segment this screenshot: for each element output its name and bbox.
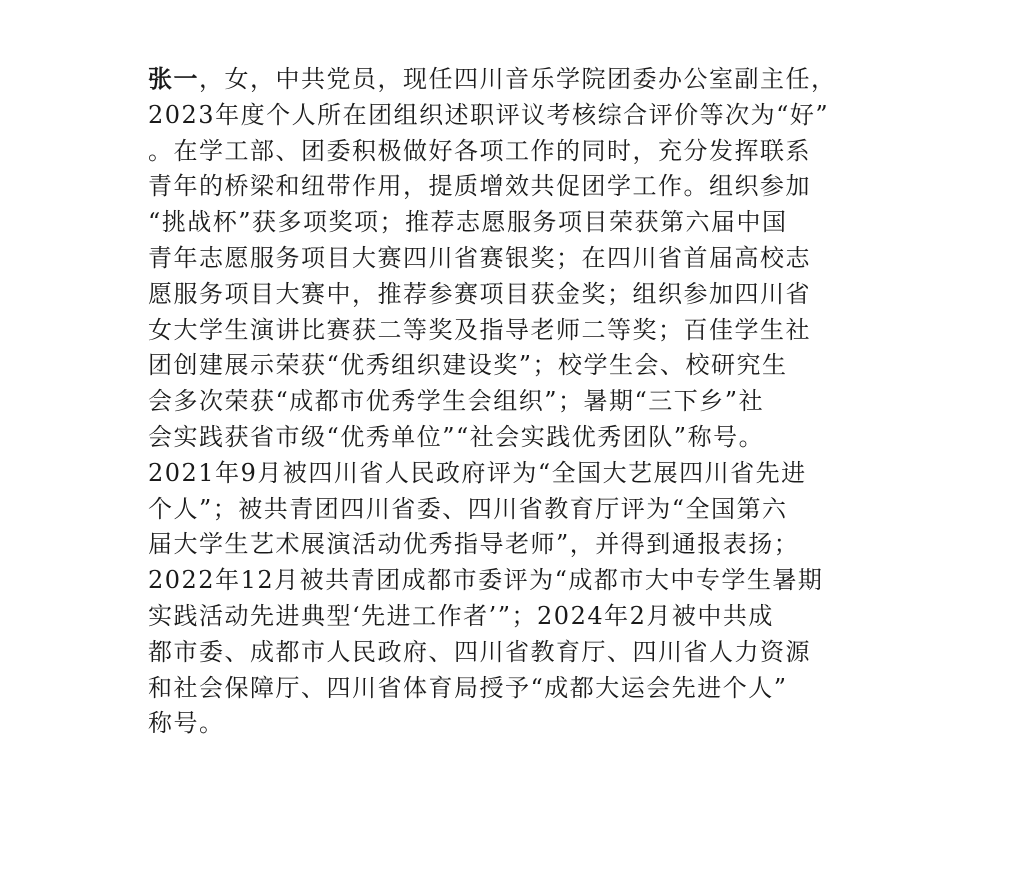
bio-paragraph [148, 62, 908, 742]
bio-line: 团创建展示荣获“优秀组织建设奖”；校学生会、校研究生 [148, 351, 788, 380]
bio-line: 会实践获省市级“优秀单位”“社会实践优秀团队”称号。 [148, 422, 765, 451]
bio-line: 届大学生艺术展演活动优秀指导老师”，并得到通报表扬； [148, 530, 800, 559]
bio-line: 和社会保障厅、四川省体育局授予“成都大运会先进个人” [148, 673, 788, 702]
bio-line: 2023年度个人所在团组织述职评议考核综合评价等次为“好” [148, 100, 830, 129]
bio-line: 2022年12月被共青团成都市委评为“成都市大中专学生暑期 [148, 566, 824, 595]
bio-line: 称号。 [148, 709, 225, 738]
bio-line: 愿服务项目大赛中，推荐参赛项目获金奖；组织参加四川省 [148, 279, 811, 308]
bio-line: 青年志愿服务项目大赛四川省赛银奖；在四川省首届高校志 [148, 243, 811, 272]
bio-line: 实践活动先进典型‘先进工作者’”；2024年2月被中共成 [148, 601, 774, 630]
bio-line: 2021年9月被四川省人民政府评为“全国大艺展四川省先进 [148, 458, 807, 487]
bio-line: 个人”；被共青团四川省委、四川省教育厅评为“全国第六 [148, 494, 788, 523]
bio-line: 会多次荣获“成都市优秀学生会组织”；暑期“三下乡”社 [148, 387, 765, 416]
bio-line: 女大学生演讲比赛获二等奖及指导老师二等奖；百佳学生社 [148, 315, 811, 344]
bio-line: “挑战杯”获多项奖项；推荐志愿服务项目荣获第六届中国 [148, 208, 788, 237]
bio-line-1 [148, 62, 908, 98]
bio-line: 青年的桥梁和纽带作用，提质增效共促团学工作。组织参加 [148, 172, 811, 201]
bio-line: 都市委、成都市人民政府、四川省教育厅、四川省人力资源 [148, 637, 811, 666]
bio-line: 。在学工部、团委积极做好各项工作的同时，充分发挥联系 [148, 136, 811, 165]
person-name: 张一 [148, 65, 199, 93]
bio-line-1-text: ，女，中共党员，现任四川音乐学院团委办公室副主任， [199, 65, 837, 93]
